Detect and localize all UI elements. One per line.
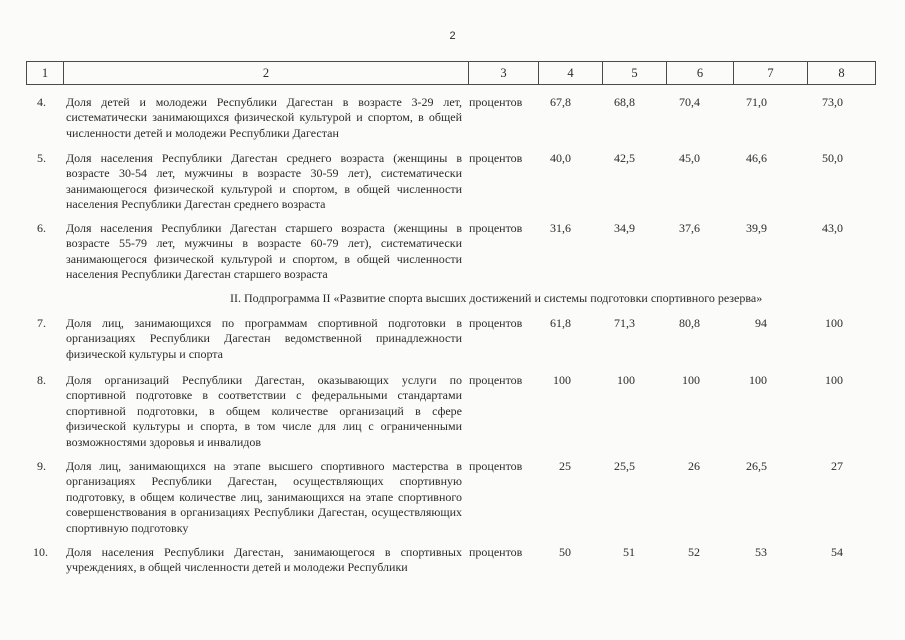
row-number: 8. — [37, 373, 46, 387]
page-number: 2 — [449, 30, 456, 42]
header-col-4: 4 — [539, 62, 603, 84]
value-col-5: 100 — [617, 373, 635, 387]
header-col-3: 3 — [469, 62, 539, 84]
value-col-4: 31,6 — [550, 221, 571, 235]
value-col-5: 68,8 — [614, 95, 635, 109]
header-col-7: 7 — [734, 62, 808, 84]
value-col-7: 39,9 — [746, 221, 767, 235]
value-col-7: 94 — [755, 316, 767, 330]
value-col-8: 43,0 — [822, 221, 843, 235]
row-number: 10. — [33, 545, 48, 559]
value-col-4: 50 — [559, 545, 571, 559]
unit-cell: процентов — [469, 373, 523, 387]
value-col-6: 52 — [688, 545, 700, 559]
header-col-6: 6 — [667, 62, 734, 84]
value-col-8: 54 — [831, 545, 843, 559]
unit-cell: процентов — [469, 459, 523, 473]
value-col-4: 100 — [553, 373, 571, 387]
section-title: II. Подпрограмма II «Развитие спорта высших достижений и системы подготовки спортивного резерва» — [230, 291, 763, 305]
value-col-5: 42,5 — [614, 151, 635, 165]
indicator-text: Доля детей и молодежи Республики Дагестан в возрасте 3-29 лет, систематически занимающихся физической культурой и спортом, в общей численности детей и молодежи Республики Дагестан — [66, 95, 462, 140]
value-col-7: 71,0 — [746, 95, 767, 109]
indicator-text: Доля организаций Республики Дагестан, оказывающих услуги по спортивной подготовке в соответствии с федеральными стандартами спортивной подготовки, в общем количестве организаций в сфере физической культуры и спорта, в том числе для лиц с ограниченными возможностями здоровья и инвалидов — [66, 373, 462, 449]
value-col-4: 25 — [559, 459, 571, 473]
header-col-1: 1 — [27, 62, 64, 84]
unit-cell: процентов — [469, 545, 523, 559]
header-col-5: 5 — [603, 62, 667, 84]
unit-cell: процентов — [469, 221, 523, 235]
value-col-8: 100 — [825, 316, 843, 330]
value-col-6: 80,8 — [679, 316, 700, 330]
header-col-8: 8 — [838, 66, 845, 80]
indicator-text: Доля лиц, занимающихся на этапе высшего спортивного мастерства в организациях Республики Дагестан, осуществляющих спортивную подготовку, в общем количестве лиц, занимающихся на этапе спортивного совершенствования в организациях Республики Дагестан, осуществляющих спортивную подготовку — [66, 459, 462, 535]
value-col-8: 50,0 — [822, 151, 843, 165]
unit-cell: процентов — [469, 316, 523, 330]
value-col-8: 27 — [831, 459, 843, 473]
row-number: 9. — [37, 459, 46, 473]
indicator-text: Доля лиц, занимающихся по программам спортивной подготовки в организациях Республики Дагестан ведомственной принадлежности физической культуры и спорта — [66, 316, 462, 361]
value-col-5: 25,5 — [614, 459, 635, 473]
value-col-5: 34,9 — [614, 221, 635, 235]
value-col-4: 40,0 — [550, 151, 571, 165]
value-col-6: 45,0 — [679, 151, 700, 165]
unit-cell: процентов — [469, 95, 523, 109]
indicator-text: Доля населения Республики Дагестан среднего возраста (женщины в возрасте 30-54 лет, мужчины в возрасте 30-59 лет), систематически занимающегося физической культурой и спортом, в общей численности населения Республики Дагестан среднего возраста — [66, 151, 462, 212]
value-col-8: 100 — [825, 373, 843, 387]
value-col-8: 73,0 — [822, 95, 843, 109]
value-col-7: 26,5 — [746, 459, 767, 473]
value-col-5: 71,3 — [614, 316, 635, 330]
row-number: 4. — [37, 95, 46, 109]
unit-cell: процентов — [469, 151, 523, 165]
row-number: 7. — [37, 316, 46, 330]
value-col-7: 53 — [755, 545, 767, 559]
value-col-7: 46,6 — [746, 151, 767, 165]
value-col-4: 67,8 — [550, 95, 571, 109]
value-col-5: 51 — [623, 545, 635, 559]
indicator-text: Доля населения Республики Дагестан старшего возраста (женщины в возрасте 55-79 лет, мужчины в возрасте 60-79 лет), систематически занимающегося физической культурой и спортом, в общей численности населения Республики Дагестан старшего возраста — [66, 221, 462, 282]
header-col-2: 2 — [64, 62, 469, 84]
value-col-6: 37,6 — [679, 221, 700, 235]
value-col-6: 100 — [682, 373, 700, 387]
value-col-6: 26 — [688, 459, 700, 473]
row-number: 6. — [37, 221, 46, 235]
indicator-text: Доля населения Республики Дагестан, занимающегося в спортивных учреждениях, в общей численности детей и молодежи Республики — [66, 545, 462, 575]
row-number: 5. — [37, 151, 46, 165]
value-col-4: 61,8 — [550, 316, 571, 330]
value-col-7: 100 — [749, 373, 767, 387]
value-col-6: 70,4 — [679, 95, 700, 109]
table-header-row — [26, 61, 876, 85]
